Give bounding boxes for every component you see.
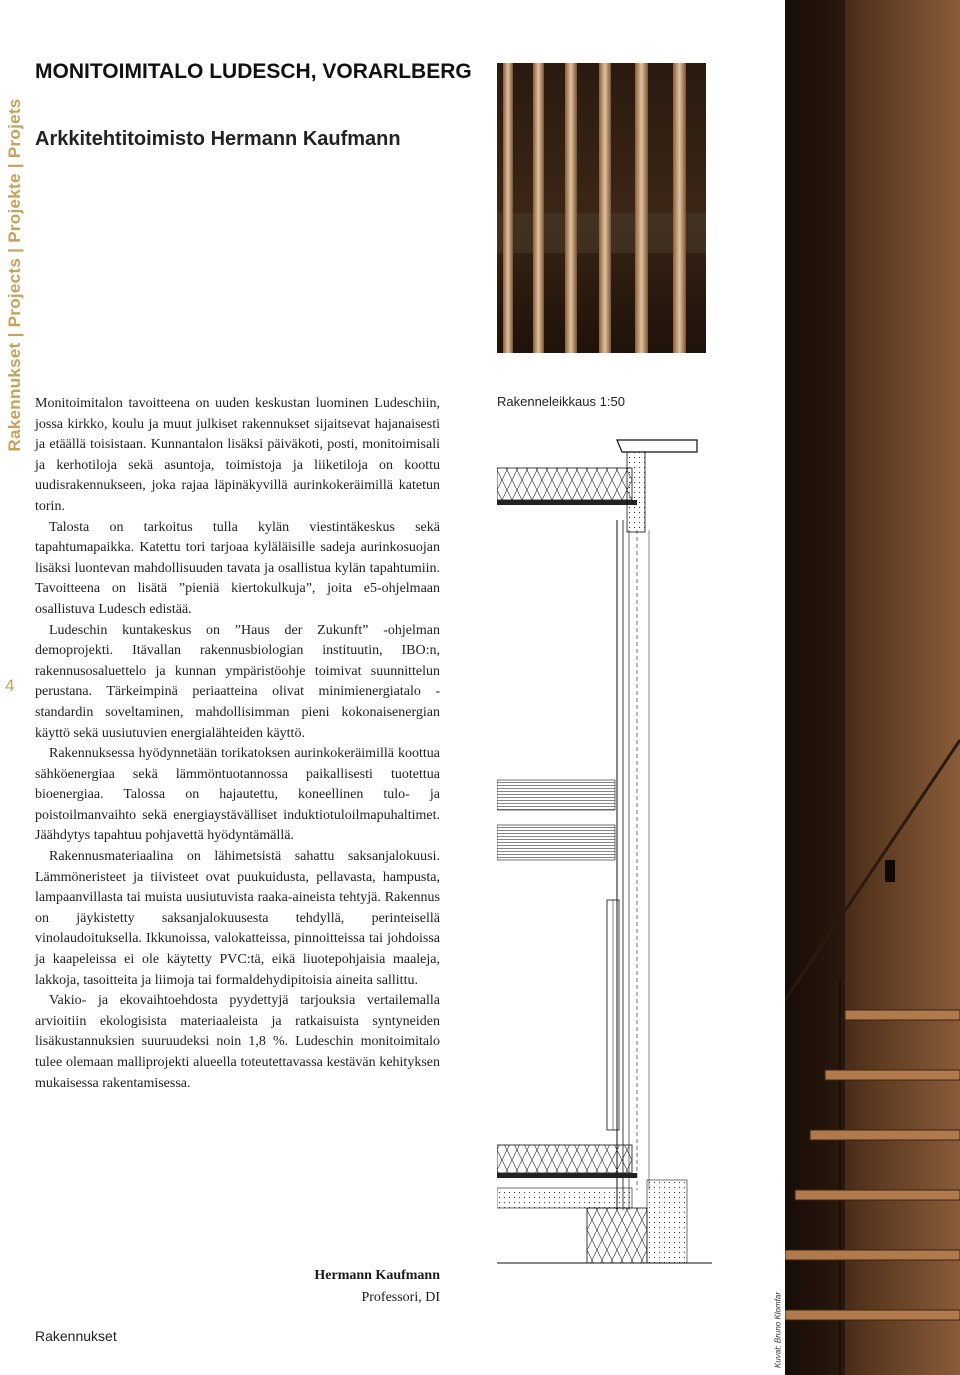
signature-title: Professori, DI [361,1290,440,1305]
section-side-tab [0,40,30,510]
signature-name: Hermann Kaufmann [314,1268,440,1283]
paragraph: Rakennuksessa hyödynnetään torikatoksen aurinkokeräimillä koottua sähköenergiaa sekä lämmöntuotannossa paikallisesti tuotettua bioenergiaa. Talossa on hajautettu, koneellinen tulo- ja poistoilmanvaihto sekä energiaystävälliset induktiotuloilmapuhaltimet. Jäähdytys tapahtuu pohjavettä hyödyntämällä. [35,746,440,844]
paragraph: Vakio- ja ekovaihtoehdosta pyydettyjä tarjouksia vertailemalla arvioitiin ekologisista materiaaleista ja ratkaisuista syntyneiden lisäkustannuksien suuruudeksi noin 1,8 %. Ludeschin monitoimitalo tulee olemaan malliprojekti alueella toteutettavassa kestävän kehityksen mukaisessa rakentamisessa. [35,993,440,1091]
facade-slats-photo [497,63,706,353]
page-title: MONITOIMITALO LUDESCH, VORARLBERG [35,60,472,83]
photo-credit [772,1291,784,1369]
paragraph: Ludeschin kuntakeskus on ”Haus der Zukunft” -ohjelman demoprojekti. Itävallan rakennusbiologian instituutin, IBO:n, rakennusosaluettelo ja kunnan ympäristöohje toimivat suunnittelun perustana. Tärkeimpinä periaatteina olivat minimienergiatalo -standardin soveltaminen, mahdollisimman pieni kokonaisenergian käyttö sekä uusiutuvien energialähteiden käyttö. [35,622,440,741]
photo-credit-label: Kuvat: Bruno Klomfar [773,1291,783,1369]
article-body [35,394,440,1094]
side-tab-label: Rakennukset | Projects | Projekte | Projets [5,98,24,452]
page-subtitle: Arkkitehtitoimisto Hermann Kaufmann [35,128,401,150]
paragraph: Talosta on tarkoitus tulla kylän viestintäkeskus sekä tapahtumapaikka. Katettu tori tarjoaa kyläläisille sadeja aurinkosuojan lisäksi luontevan mahdollisuuden tavata ja osallistua kylän tapahtumiin. Tavoitteena on lisätä ”pieniä kiertokulkuja”, joita e5-ohjelmaan osallistuva Ludesch edistää. [35,519,440,617]
paragraph: Monitoimitalon tavoitteena on uuden keskustan luominen Ludeschiin, jossa kirkko, koulu ja muut julkiset rakennukset sijaitsevat hajanaisesti ja etäällä toisistaan. Kunnantalon lisäksi päiväkoti, posti, monitoimisali ja kerhotiloja sekä asuntoja, toimistoja ja liiketiloja on koottu uudisrakennukseen, joka rajaa läpinäkyvillä aurinkokeräimillä katetun torin. [35,396,440,514]
paragraph: Rakennusmateriaalina on lähimetsistä sahattu saksanjalokuusi. Lämmöneristeet ja tiivisteet ovat puukuidusta, pellavasta, hampusta, lampaanvillasta tai muista uusiutuvista raaka-aineista tehtyjä. Rakennus on jäykistetty saksanjalokuusesta tehdyllä, perinteisellä vinolaudoituksella. Ikkunoissa, valokatteissa, pinnoitteissa tai johdoissa ja kaapeleissa ei ole käytetty PVC:tä, eikä liuotepohjaisia maaleja, lakkoja, tasoitteita ja liimoja tai formaldehydipitoisia aineita sallittu. [35,849,440,988]
construction-section-drawing [497,430,712,1265]
page-number: 4 [5,676,15,695]
drawing-caption: Rakenneleikkaus 1:50 [497,394,625,409]
staircase-photo [785,0,960,1375]
footer-label: Rakennukset [35,1328,117,1344]
